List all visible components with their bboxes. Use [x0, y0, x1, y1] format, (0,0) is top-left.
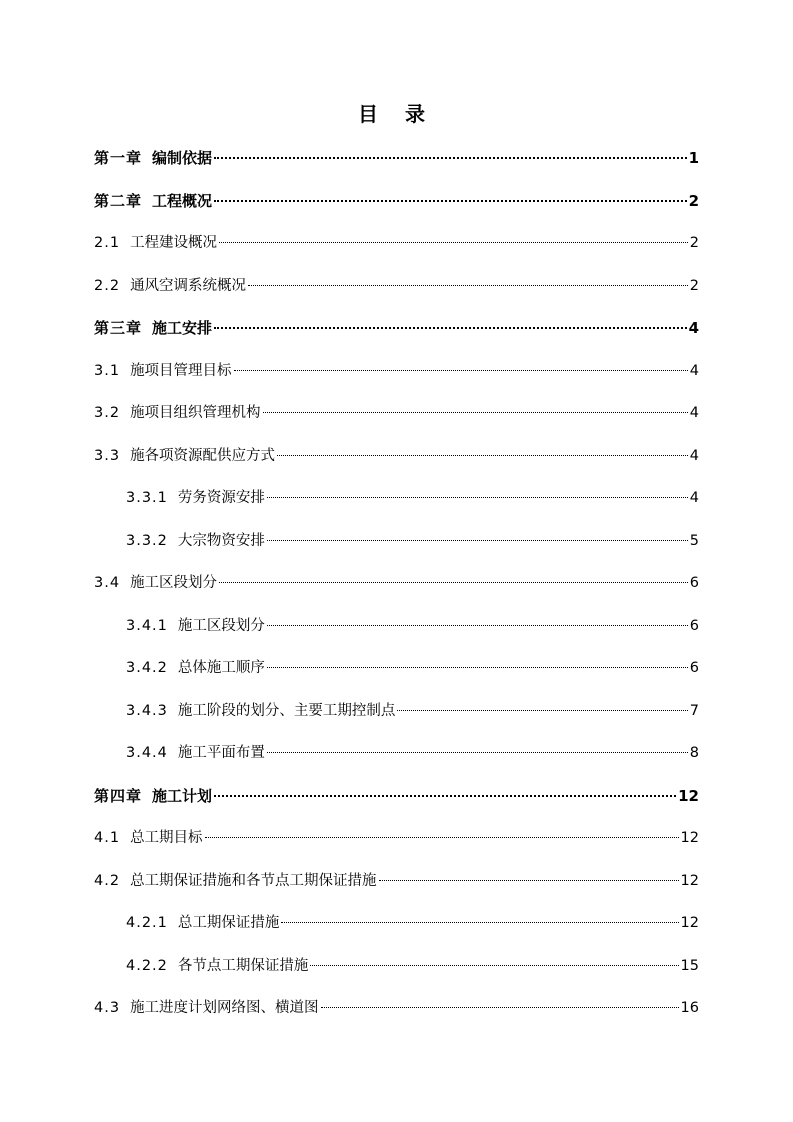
toc-entry[interactable] [94, 820, 699, 863]
toc-entry-text: 编制依据 [152, 149, 213, 167]
toc-entry-number: 2.2 [94, 277, 121, 294]
toc-entry-text: 总工期目标 [130, 830, 203, 846]
toc-entry-text: 施项目组织管理机构 [130, 405, 261, 421]
toc-entry-label [126, 523, 265, 559]
toc-entry-page: 6 [689, 617, 699, 634]
toc-entry-number: 第一章 [94, 149, 143, 167]
toc-entry-text: 工程概况 [152, 191, 213, 210]
toc-entry-page: 1 [688, 149, 699, 167]
toc-dot-leader [267, 497, 688, 498]
toc-entry[interactable] [94, 140, 699, 183]
toc-entry-page: 16 [680, 1000, 699, 1016]
toc-entry[interactable] [94, 990, 699, 1033]
toc-dot-leader [214, 157, 687, 159]
toc-entry-page: 4 [689, 447, 699, 464]
toc-entry-text: 施项目管理目标 [130, 362, 232, 379]
toc-dot-leader [267, 752, 688, 753]
toc-dot-leader [219, 582, 688, 583]
toc-entry[interactable] [94, 310, 699, 353]
toc-entry[interactable] [94, 608, 699, 651]
toc-entry-text: 施工安排 [152, 319, 213, 337]
toc-dot-leader [267, 667, 688, 668]
toc-entry-text: 总体施工顺序 [177, 660, 265, 676]
toc-entry-label [94, 565, 217, 601]
toc-entry[interactable] [94, 353, 699, 396]
toc-entry-label [94, 778, 212, 814]
toc-entry-number: 3.3.2 [126, 532, 168, 549]
toc-entry[interactable] [94, 225, 699, 268]
toc-entry[interactable] [94, 183, 699, 226]
toc-entry-label [94, 438, 275, 474]
toc-entry-text: 工程建设概况 [130, 235, 218, 251]
toc-dot-leader [310, 965, 678, 966]
toc-entry-label [94, 395, 261, 431]
toc-entry-text: 施工进度计划网络图、横道图 [130, 1000, 319, 1016]
toc-entry-text: 施各项资源配供应方式 [130, 447, 276, 464]
toc-entry-page: 12 [678, 786, 699, 805]
toc-entry-number: 3.4.1 [126, 617, 168, 634]
toc-entry-page: 2 [689, 235, 699, 251]
toc-entry-text: 施工区段划分 [130, 575, 218, 591]
toc-entry-label [126, 608, 265, 644]
toc-dot-leader [214, 795, 676, 797]
toc-dot-leader [214, 327, 687, 329]
toc-entry[interactable] [94, 480, 699, 523]
toc-dot-leader [397, 710, 687, 711]
toc-entry-page: 4 [689, 490, 699, 506]
toc-entry-page: 4 [688, 319, 699, 337]
toc-entry-page: 6 [689, 575, 699, 591]
toc-entry-text: 大宗物资安排 [177, 532, 265, 549]
toc-entry-number: 第三章 [94, 319, 143, 337]
toc-dot-leader [234, 370, 688, 371]
toc-dot-leader [267, 625, 688, 626]
toc-dot-leader [281, 922, 678, 923]
toc-entry-label [126, 480, 265, 516]
toc-entry-number: 3.3.1 [126, 490, 168, 506]
toc-entry-number: 3.4.3 [126, 702, 168, 719]
toc-entry-number: 3.4.4 [126, 745, 168, 761]
toc-entry-label [94, 310, 212, 346]
toc-dot-leader [379, 880, 679, 881]
toc-entry-page: 4 [689, 362, 699, 379]
toc-entry-number: 4.3 [94, 1000, 121, 1016]
toc-entry-page: 2 [689, 277, 699, 294]
toc-entry[interactable] [94, 565, 699, 608]
toc-entry-number: 3.4 [94, 575, 121, 591]
toc-entry-text: 施工计划 [152, 786, 213, 805]
toc-entry-page: 8 [689, 745, 699, 761]
toc-entry[interactable] [94, 693, 699, 736]
toc-entry[interactable] [94, 863, 699, 906]
toc-dot-leader [263, 412, 688, 413]
toc-entry[interactable] [94, 523, 699, 566]
toc-entry-label [94, 225, 217, 261]
toc-entry-label [94, 183, 212, 219]
toc-entry[interactable] [94, 735, 699, 778]
toc-entry[interactable] [94, 650, 699, 693]
toc-entry-text: 各节点工期保证措施 [177, 957, 309, 974]
toc-list [94, 140, 699, 1033]
toc-dot-leader [277, 455, 688, 456]
toc-entry[interactable] [94, 948, 699, 991]
toc-dot-leader [267, 540, 688, 541]
toc-entry-page: 6 [689, 660, 699, 676]
toc-entry-page: 12 [680, 872, 699, 889]
toc-entry-page: 12 [680, 915, 699, 931]
toc-entry-number: 第四章 [94, 786, 143, 805]
toc-entry-label [94, 268, 246, 304]
toc-entry[interactable] [94, 395, 699, 438]
toc-entry-number: 第二章 [94, 191, 143, 210]
toc-entry-number: 3.4.2 [126, 660, 168, 676]
toc-entry-page: 2 [688, 191, 699, 210]
toc-entry-label [94, 863, 377, 899]
toc-entry-number: 2.1 [94, 235, 121, 251]
toc-entry-text: 总工期保证措施 [177, 915, 280, 931]
toc-entry-page: 12 [680, 830, 699, 846]
toc-entry-label [126, 735, 265, 771]
toc-entry-text: 施工平面布置 [177, 745, 265, 761]
toc-entry-number: 4.2.1 [126, 915, 168, 931]
toc-entry-label [94, 353, 232, 389]
toc-entry-page: 15 [680, 957, 699, 974]
toc-entry-page: 7 [689, 702, 699, 719]
toc-entry[interactable] [94, 438, 699, 481]
toc-entry-label [94, 820, 203, 856]
toc-entry[interactable] [94, 905, 699, 948]
toc-entry-label [94, 140, 212, 176]
toc-entry-label [126, 693, 395, 729]
toc-dot-leader [321, 1007, 679, 1008]
toc-entry-text: 劳务资源安排 [177, 490, 265, 506]
toc-dot-leader [205, 837, 679, 838]
toc-entry-text: 总工期保证措施和各节点工期保证措施 [130, 872, 377, 889]
toc-entry-number: 3.2 [94, 405, 121, 421]
toc-entry-number: 4.2.2 [126, 957, 168, 974]
toc-entry-label [94, 990, 319, 1026]
toc-entry-label [126, 650, 265, 686]
toc-entry-page: 4 [689, 405, 699, 421]
toc-entry-number: 3.3 [94, 447, 121, 464]
toc-entry-number: 3.1 [94, 362, 121, 379]
toc-entry-text: 通风空调系统概况 [130, 277, 247, 294]
toc-dot-leader [248, 285, 688, 286]
toc-title: 目 录 [358, 102, 435, 126]
toc-entry-number: 4.1 [94, 830, 121, 846]
toc-dot-leader [219, 242, 688, 243]
toc-entry-text: 施工区段划分 [177, 617, 265, 634]
toc-entry-label [126, 905, 279, 941]
toc-entry-text: 施工阶段的划分、主要工期控制点 [177, 702, 396, 719]
toc-entry[interactable] [94, 778, 699, 821]
toc-entry[interactable] [94, 268, 699, 311]
toc-entry-label [126, 948, 308, 984]
toc-entry-page: 5 [689, 532, 699, 549]
toc-entry-number: 4.2 [94, 872, 121, 889]
toc-dot-leader [214, 200, 687, 202]
